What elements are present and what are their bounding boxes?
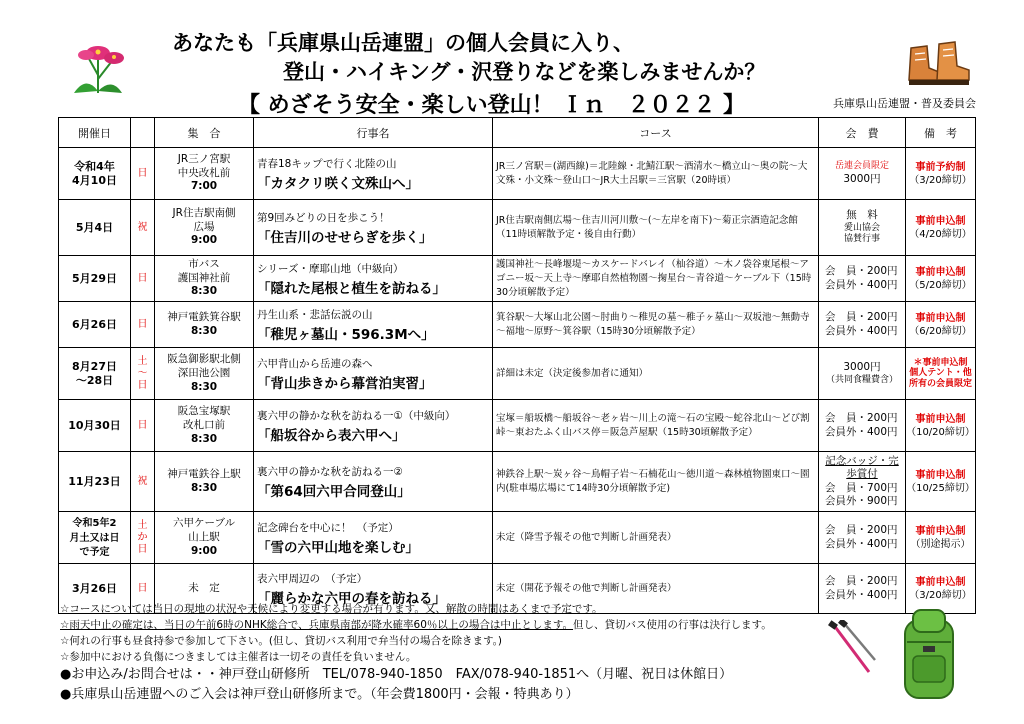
event-date: 5月4日 [59, 200, 131, 256]
day-of-week: 日 [131, 564, 155, 614]
day-of-week: 日 [131, 302, 155, 348]
fee: 記念バッジ・完歩賞付 会 員・700円 会員外・900円 [819, 452, 906, 512]
day-of-week: 日 [131, 256, 155, 302]
fee: 会 員・200円 会員外・400円 [819, 512, 906, 564]
table-row [59, 452, 976, 512]
meeting-point: 六甲ケーブル 山上駅 9:00 [155, 512, 254, 564]
meeting-time: 8:30 [190, 380, 218, 393]
event-date: 6月26日 [59, 302, 131, 348]
table-row [59, 348, 976, 400]
event-subtitle: 青春18キップで行く北陸の山 [257, 157, 397, 170]
headline-line-1: あなたも「兵庫県山岳連盟」の個人会員に入り、 [172, 31, 634, 55]
col-header-notes: 備 考 [906, 118, 976, 148]
table-row [59, 302, 976, 348]
event-title: 「隠れた尾根と植生を訪ねる」 [257, 280, 446, 297]
event-title-cell [254, 256, 493, 302]
event-subtitle: 表六甲周辺の （予定） [257, 572, 368, 585]
event-title-cell [254, 200, 493, 256]
event-title-cell [254, 302, 493, 348]
event-subtitle: シリーズ・摩耶山地（中級向） [257, 262, 404, 275]
notes: 事前申込制 （6/20締切） [906, 302, 976, 348]
course-description: 未定（開花予報その他で判断し計画発表） [493, 564, 819, 614]
event-subtitle: 六甲背山から岳連の森へ [257, 357, 373, 370]
meeting-point: JR住吉駅南側 広場 9:00 [155, 200, 254, 256]
table-header-row [59, 118, 976, 148]
backpack-icon [893, 606, 965, 706]
col-header-event: 行事名 [254, 118, 493, 148]
event-date: 5月29日 [59, 256, 131, 302]
notes: 事前申込制 （5/20締切） [906, 256, 976, 302]
boots-icon [905, 38, 973, 88]
fee: 会 員・200円 会員外・400円 [819, 564, 906, 614]
notes: ＊事前申込制 個人テント・他 所有の会員限定 [906, 348, 976, 400]
event-date: 8月27日 ～28日 [59, 348, 131, 400]
event-title-cell [254, 400, 493, 452]
note-lunch: ☆何れの行事も昼食持参で参加して下さい。(但し、貸切バス利用で弁当付の場合を除きます。) [60, 635, 503, 647]
event-title: 「稚児ヶ墓山・596.3Mへ」 [257, 326, 435, 343]
course-description: 詳細は未定（決定後参加者に通知） [493, 348, 819, 400]
col-header-course: コース [493, 118, 819, 148]
slogan: 【 めざそう安全・楽しい登山！ Ｉｎ ２０２２ 】 [238, 93, 745, 118]
schedule-table [58, 117, 976, 614]
day-of-week: 土 か 日 [131, 512, 155, 564]
day-of-week: 日 [131, 400, 155, 452]
notes: 事前申込制 （10/25締切） [906, 452, 976, 512]
event-title: 「第64回六甲合同登山」 [257, 483, 411, 500]
event-title: 「背山歩きから幕営泊実習」 [257, 375, 433, 392]
meeting-point: JR三ノ宮駅 中央改札前 7:00 [155, 148, 254, 200]
notes: 事前予約制 （3/20締切） [906, 148, 976, 200]
meeting-point: 未 定 [155, 564, 254, 614]
day-of-week: 日 [131, 148, 155, 200]
meeting-time: 9:00 [190, 544, 218, 557]
course-description: 護国神社～長峰堰堤～カスケードバレイ（杣谷道）～木ノ袋谷東尾根～アゴニー坂～天上寺～摩耶自然植物園～掬星台～青谷道～ケーブル下（15時30分頃解散予定） [493, 256, 819, 302]
course-description: JR住吉駅南側広場～住吉川河川敷～(～左岸を南下)～菊正宗酒造記念館（11時頃解散予定・後自由行動） [493, 200, 819, 256]
course-description: 未定（降雪予報その他で判断し計画発表） [493, 512, 819, 564]
course-description: 箕谷駅～大塚山北公園～肘曲り～稚児の墓～稚子ヶ墓山～双坂池～無動寺～福地～原野～箕谷駅（15時30分頃解散予定） [493, 302, 819, 348]
table-row [59, 512, 976, 564]
meeting-point: 阪急御影駅北側 深田池公園 8:30 [155, 348, 254, 400]
event-title: 「船坂谷から表六甲へ」 [257, 427, 406, 444]
footer-notes [60, 601, 910, 705]
event-date: 10月30日 [59, 400, 131, 452]
event-title: 「雪の六甲山地を楽しむ」 [257, 539, 419, 556]
col-header-fee: 会 費 [819, 118, 906, 148]
event-title-cell [254, 452, 493, 512]
organizer: 兵庫県山岳連盟・普及委員会 [833, 97, 976, 110]
meeting-point: 神戸電鉄箕谷駅 8:30 [155, 302, 254, 348]
fee: 会 員・200円 会員外・400円 [819, 400, 906, 452]
course-description: JR三ノ宮駅＝(湖西線)＝北陸線・北鯖江駅～酒清水～橋立山～奥の院～大文殊・小文殊～登山口～JR大土呂駅＝三宮駅（20時頃） [493, 148, 819, 200]
event-date: 11月23日 [59, 452, 131, 512]
meeting-point: 阪急宝塚駅 改札口前 8:30 [155, 400, 254, 452]
event-title: 「麗らかな六甲の春を訪ねる」 [257, 590, 446, 607]
event-subtitle: 裏六甲の静かな秋を訪ねる一② [257, 465, 403, 478]
fee: 岳連会員限定 3000円 [819, 148, 906, 200]
trekking-poles-icon [825, 620, 885, 680]
headline-line-2: 登山・ハイキング・沢登りなどを楽しみませんか？ [283, 60, 766, 84]
fee: 会 員・200円 会員外・400円 [819, 302, 906, 348]
col-header-date: 開催日 [59, 118, 131, 148]
event-title-cell [254, 348, 493, 400]
event-date: 3月26日 [59, 564, 131, 614]
event-title: 「住吉川のせせらぎを歩く」 [257, 229, 433, 246]
course-description: 神鉄谷上駅～炭ヶ谷～鳥帽子岩～石楠花山～徳川道～森林植物園東口～園内(駐車場広場にて14時30分頃解散予定) [493, 452, 819, 512]
meeting-time: 8:30 [190, 324, 218, 337]
table-row [59, 400, 976, 452]
note-rain-cancellation: ☆雨天中止の確定は、当日の午前6時のNHK総合で、兵庫県南部が降水確率60％以上の場合は中止とします。但し、貸切バス使用の行事は決行します。 [60, 619, 772, 631]
event-title-cell [254, 512, 493, 564]
meeting-point: 神戸電鉄谷上駅 8:30 [155, 452, 254, 512]
fee: 会 員・200円 会員外・400円 [819, 256, 906, 302]
table-row [59, 148, 976, 200]
contact-info: ●お申込み/お問合せは・・神戸登山研修所 TEL/078-940-1850 FAX/078-940-1851へ（月曜、祝日は休館日） [60, 667, 733, 682]
day-of-week: 祝 [131, 200, 155, 256]
event-subtitle: 丹生山系・悲話伝説の山 [257, 308, 373, 321]
notes: 事前申込制 （4/20締切） [906, 200, 976, 256]
meeting-time: 7:00 [190, 180, 218, 193]
meeting-time: 8:30 [190, 432, 218, 445]
course-description: 宝塚＝船坂橋～船坂谷～老ヶ岩～川上の滝～石の宝殿～蛇谷北山～どび割峠～東おたふく山バス停＝阪急芦屋駅（15時30頃解散予定） [493, 400, 819, 452]
meeting-time: 8:30 [190, 285, 218, 298]
day-of-week: 祝 [131, 452, 155, 512]
day-of-week: 土 ～ 日 [131, 348, 155, 400]
event-date: 令和4年 4月10日 [59, 148, 131, 200]
event-subtitle: 記念碑台を中心に！ （予定） [257, 521, 399, 534]
notes: 事前申込制 （10/20締切） [906, 400, 976, 452]
event-subtitle: 第9回みどりの日を歩こう！ [257, 211, 390, 224]
meeting-time: 9:00 [190, 234, 218, 247]
membership-info: ●兵庫県山岳連盟へのご入会は神戸登山研修所まで。（年会費1800円・会報・特典あり） [60, 687, 579, 702]
notes: 事前申込制 （別途掲示） [906, 512, 976, 564]
note-course-change: ☆コースについては当日の現地の状況や天候により変更する場合が有ります。又、解散の時間はあくまで予定です。 [60, 603, 603, 615]
event-subtitle: 裏六甲の静かな秋を訪ねる一①（中級向） [257, 409, 456, 422]
meeting-point: 市バス 護国神社前 8:30 [155, 256, 254, 302]
fee: 無 料 愛山協会 協賛行事 [819, 200, 906, 256]
notes: 事前申込制 （3/20締切） [906, 564, 976, 614]
fee: 3000円 （共同食糧費含） [819, 348, 906, 400]
event-title-cell [254, 148, 493, 200]
event-date: 令和5年2 月土又は日 で予定 [59, 512, 131, 564]
flower-icon [68, 35, 138, 97]
table-row [59, 256, 976, 302]
meeting-time: 8:30 [190, 481, 218, 494]
note-liability: ☆参加中における負傷につきましては主催者は一切その責任を負いません。 [60, 651, 417, 663]
table-row [59, 200, 976, 256]
event-title: 「カタクリ咲く文殊山へ」 [257, 175, 419, 192]
col-header-meeting: 集 合 [155, 118, 254, 148]
